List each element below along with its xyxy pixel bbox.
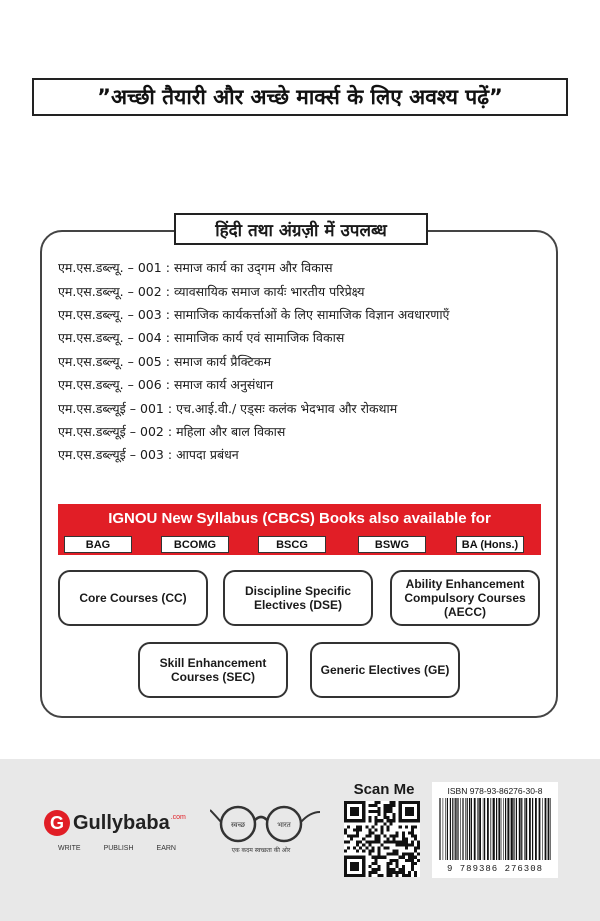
- category-core-courses: Core Courses (CC): [58, 570, 208, 626]
- category-dse: Discipline Specific Electives (DSE): [223, 570, 373, 626]
- program-badge: BAG: [64, 536, 132, 553]
- logo-name: Gullybaba: [73, 811, 170, 834]
- logo-tags: WRITE PUBLISH EARN: [58, 845, 176, 852]
- course-item: एम.एस.डब्ल्यू. – 003 : सामाजिक कार्यकर्त्ताओं के लिए सामाजिक विज्ञान अवधारणाएँ: [58, 306, 450, 322]
- course-item: एम.एस.डब्ल्यू. – 001 : समाज कार्य का उद्‌गम और विकास: [58, 260, 333, 276]
- swachh-bharat-logo: [210, 800, 322, 856]
- panel-title: हिंदी तथा अंग्रज़ी में उपलब्ध: [174, 213, 428, 245]
- gullybaba-logo: [44, 810, 186, 836]
- course-item: एम.एस.डब्ल्यू. – 005 : समाज कार्य प्रैक्टिकम: [58, 353, 271, 369]
- course-item: एम.एस.डब्ल्यूई – 001 : एच.आई.वी./ एड्सः कलंक भेदभाव और रोकथाम: [58, 400, 398, 416]
- course-item: एम.एस.डब्ल्यूई – 003 : आपदा प्रबंधन: [58, 447, 239, 463]
- swachh-slogan: एक कदम स्वच्छता की ओर: [231, 847, 291, 854]
- isbn-barcode: [432, 782, 558, 878]
- program-badge: BSWG: [358, 536, 426, 553]
- program-badge: BCOMG: [161, 536, 229, 553]
- banner-title: IGNOU New Syllabus (CBCS) Books also available for: [108, 510, 491, 527]
- category-ge: Generic Electives (GE): [310, 642, 460, 698]
- tagline-text: ”अच्छी तैयारी और अच्छे मार्क्स के लिए अवश्य पढ़ें”: [97, 85, 503, 109]
- category-sec: Skill Enhancement Courses (SEC): [138, 642, 288, 698]
- barcode-icon: [437, 798, 553, 862]
- program-badge: BA (Hons.): [456, 536, 524, 553]
- category-aecc: Ability Enhancement Compulsory Courses (AECC): [390, 570, 540, 626]
- isbn-text: ISBN 978-93-86276-30-8: [447, 786, 543, 796]
- swachh-right-text: भारत: [277, 821, 291, 829]
- tagline-box: [32, 78, 568, 116]
- isbn-number: 9 789386 276308: [446, 864, 543, 874]
- cbcs-banner: [58, 504, 541, 555]
- program-badge: BSCG: [258, 536, 326, 553]
- course-item: एम.एस.डब्ल्यू. – 004 : सामाजिक कार्य एवं सामाजिक विकास: [58, 330, 345, 346]
- scan-me-label: Scan Me: [353, 781, 415, 798]
- course-list: [58, 256, 558, 467]
- qr-code: [344, 801, 420, 877]
- course-item: एम.एस.डब्ल्यू. – 006 : समाज कार्य अनुसंधान: [58, 377, 274, 393]
- logo-suffix: .com: [170, 814, 186, 821]
- course-item: एम.एस.डब्ल्यू. – 002 : व्यावसायिक समाज कार्यः भारतीय परिप्रेक्ष्य: [58, 283, 365, 299]
- course-item: एम.एस.डब्ल्यूई – 002 : महिला और बाल विकास: [58, 423, 286, 439]
- swachh-left-text: स्वच्छ: [230, 821, 246, 829]
- logo-mark: G: [44, 810, 70, 836]
